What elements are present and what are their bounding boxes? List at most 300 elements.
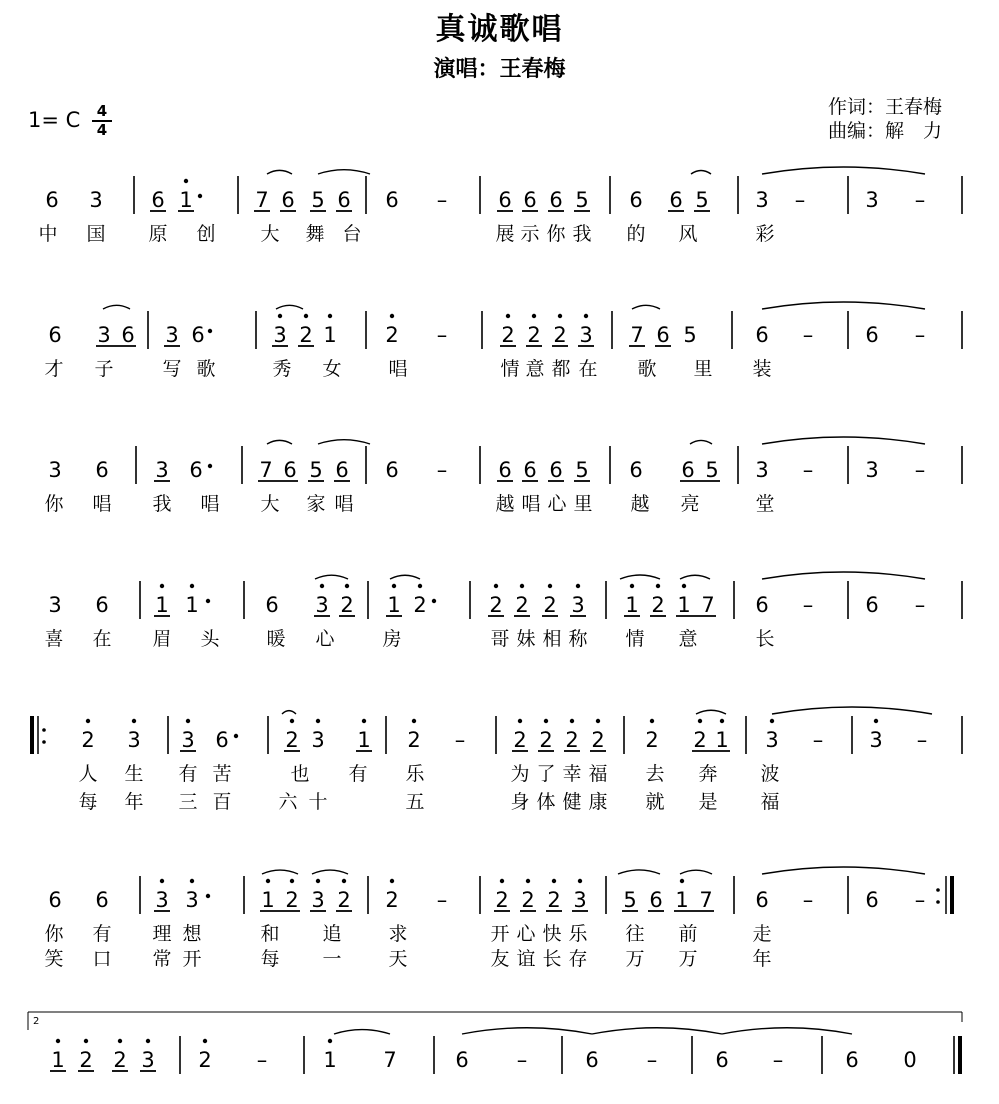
slur [267,170,292,174]
lyric-syllable: 有 [92,923,112,945]
lyric-syllable: 乐 [405,763,425,785]
lyric-syllable: 意 [525,358,545,380]
note: 2 [337,888,351,912]
octave-dot [500,879,504,883]
note: 6 [669,188,683,212]
slur [390,575,420,579]
note: – [256,1048,268,1072]
slur [772,707,932,714]
note: 6 [335,458,349,482]
lyric-syllable: 求 [388,923,408,945]
slur [282,711,296,714]
note: 2 [513,728,527,752]
note: 2 [693,728,707,752]
lyric-syllable: 唱 [200,493,220,515]
lyric-syllable: 子 [94,358,114,380]
lyric-syllable: 健 [562,791,582,813]
note: 7 [259,458,273,482]
note: 0 [903,1048,917,1072]
note: 6 [95,888,109,912]
lyric-syllable: 在 [92,628,112,650]
lyricist-credit: 作词：王春梅 [828,96,943,118]
octave-dot [56,1039,60,1043]
note: 6 [265,593,279,617]
lyric-syllable: 每 [78,791,98,813]
lyric-syllable: 越 [495,493,515,515]
note: 6 [121,323,135,347]
octave-dot [544,719,548,723]
lyric-syllable: 秀 [272,358,292,380]
lyric-syllable: 情 [500,358,520,380]
slur [620,575,660,579]
lyric-syllable: 眉 [152,628,172,650]
octave-dot [320,584,324,588]
slur [680,870,712,874]
slur [318,170,370,174]
lyric-syllable: 长 [542,948,562,970]
note: 6 [549,458,563,482]
note: 1 [185,593,199,617]
note: 3 [311,888,325,912]
lyric-syllable: 中 [38,223,58,245]
lyric-syllable: 苦 [212,763,232,785]
lyric-syllable: 生 [124,763,144,785]
note: 5 [705,458,719,482]
octave-dot [418,584,422,588]
lyric-syllable: 我 [572,223,592,245]
lyric-syllable: 幸 [562,763,582,785]
note: 6 [715,1048,729,1072]
note: 2 [285,728,299,752]
lyric-syllable: 的 [626,223,646,245]
lyric-syllable: 每 [260,948,280,970]
lyric-syllable: 有 [348,763,368,785]
note: 2 [113,1048,127,1072]
lyric-syllable: 才 [44,358,64,380]
augmentation-dot [206,894,210,898]
octave-dot [558,314,562,318]
lyric-syllable: 都 [551,358,571,380]
note: 2 [407,728,421,752]
note: – [916,728,928,752]
octave-dot [552,879,556,883]
lyric-syllable: 里 [573,493,593,515]
note: – [914,323,926,347]
note: 6 [455,1048,469,1072]
lyric-syllable: 福 [760,791,780,813]
lyric-syllable: 是 [698,791,718,813]
time-numerator: 4 [96,102,108,120]
octave-dot [190,879,194,883]
lyric-syllable: 舞 [305,223,325,245]
song-title: 真诚歌唱 [435,12,564,47]
slur [762,867,925,874]
lyric-syllable: 一 [322,948,342,970]
note: 7 [701,593,715,617]
note: – [794,188,806,212]
lyric-syllable: 在 [578,358,598,380]
note: – [914,188,926,212]
note: 3 [89,188,103,212]
note: 1 [677,593,691,617]
lyric-syllable: 为 [510,763,530,785]
octave-dot [720,719,724,723]
note: 2 [527,323,541,347]
note: 1 [155,593,169,617]
note: 6 [549,188,563,212]
octave-dot [118,1039,122,1043]
note: 6 [337,188,351,212]
note: 3 [273,323,287,347]
lyric-syllable: 装 [752,358,772,380]
lyric-syllable: 房 [382,628,402,650]
note: 6 [523,188,537,212]
note: – [802,323,814,347]
note: 2 [591,728,605,752]
octave-dot [304,314,308,318]
slur [312,870,348,874]
note: 6 [151,188,165,212]
lyric-syllable: 了 [536,763,556,785]
octave-dot [328,1039,332,1043]
note: 6 [681,458,695,482]
lyric-syllable: 心 [315,628,335,650]
lyric-syllable: 情 [625,628,645,650]
note: – [802,593,814,617]
note: 7 [383,1048,397,1072]
note: – [646,1048,658,1072]
note: 3 [865,188,879,212]
lyric-syllable: 展 [495,223,515,245]
note: 6 [755,593,769,617]
lyric-syllable: 国 [86,223,106,245]
octave-dot [680,879,684,883]
lyric-syllable: 原 [148,223,168,245]
lyric-syllable: 堂 [755,493,775,515]
note: 6 [48,323,62,347]
note: 6 [755,323,769,347]
lyric-syllable: 和 [260,923,280,945]
repeat-dot [936,900,940,904]
octave-dot [160,584,164,588]
note: 6 [95,458,109,482]
augmentation-dot [206,599,210,603]
octave-dot [184,179,188,183]
repeat-dot [42,728,46,732]
lyric-syllable: 奔 [698,763,718,785]
lyric-syllable: 唱 [334,493,354,515]
note: – [436,888,448,912]
octave-dot [345,584,349,588]
lyric-syllable: 唱 [521,493,541,515]
note: 1 [179,188,193,212]
octave-dot [290,719,294,723]
note: 3 [865,458,879,482]
lyric-syllable: 存 [568,948,588,970]
lyric-syllable: 台 [342,223,362,245]
lyric-syllable: 歌 [196,358,216,380]
octave-dot [596,719,600,723]
note: 6 [865,323,879,347]
lyric-syllable: 唱 [92,493,112,515]
note: 6 [281,188,295,212]
lyric-syllable: 康 [588,791,608,813]
lyric-syllable: 风 [678,223,698,245]
note: 2 [81,728,95,752]
lyric-syllable: 心 [516,923,536,945]
note: – [914,458,926,482]
note: – [454,728,466,752]
note: 6 [498,458,512,482]
note: – [436,188,448,212]
octave-dot [278,314,282,318]
slur [276,305,303,309]
lyric-syllable: 年 [124,791,144,813]
lyric-syllable: 大 [260,493,280,515]
note: 3 [155,458,169,482]
note: 2 [565,728,579,752]
repeat-dot [936,888,940,892]
slur [690,440,712,444]
lyric-syllable: 长 [755,628,775,650]
lyric-syllable: 人 [78,763,98,785]
note: 7 [699,888,713,912]
note: – [436,323,448,347]
lyric-syllable: 三 [178,791,198,813]
octave-dot [520,584,524,588]
note: 2 [501,323,515,347]
note: 3 [141,1048,155,1072]
note: 3 [48,458,62,482]
note: 6 [385,458,399,482]
lyric-syllable: 口 [92,948,112,970]
note: 6 [755,888,769,912]
note: 2 [385,323,399,347]
note: 6 [215,728,229,752]
lyric-syllable: 往 [625,923,645,945]
note: 1 [625,593,639,617]
note: 6 [95,593,109,617]
note: 3 [573,888,587,912]
note: 5 [575,188,589,212]
octave-dot [656,584,660,588]
octave-dot [190,584,194,588]
lyric-syllable: 开 [182,948,202,970]
lyric-syllable: 暖 [266,628,286,650]
note: 6 [649,888,663,912]
note: 6 [498,188,512,212]
note: 2 [285,888,299,912]
slur [696,710,726,714]
slur [315,575,348,579]
note: 2 [539,728,553,752]
slur [762,572,925,579]
note: 6 [629,188,643,212]
octave-dot [584,314,588,318]
octave-dot [650,719,654,723]
lyric-syllable: 五 [405,791,425,813]
lyric-syllable: 身 [510,791,530,813]
lyric-syllable: 你 [44,923,64,945]
lyric-syllable: 也 [290,763,310,785]
note: 2 [645,728,659,752]
lyric-syllable: 彩 [755,223,775,245]
lyric-syllable: 女 [322,358,342,380]
note: 6 [48,888,62,912]
note: 3 [185,888,199,912]
slur [762,302,925,309]
lyric-syllable: 就 [645,791,665,813]
octave-dot [518,719,522,723]
note: 3 [181,728,195,752]
note: 6 [189,458,203,482]
octave-dot [84,1039,88,1043]
lyric-syllable: 心 [547,493,567,515]
note: – [802,888,814,912]
slur [618,870,660,874]
lyric-syllable: 万 [678,948,698,970]
lyric-syllable: 走 [752,923,772,945]
octave-dot [290,879,294,883]
octave-dot [316,719,320,723]
lyric-syllable: 理 [152,923,172,945]
singer-credit: 演唱：王春梅 [433,57,566,82]
slur [762,167,925,174]
note: 6 [865,593,879,617]
note: 6 [45,188,59,212]
note: 5 [575,458,589,482]
composer-credit: 曲编：解 力 [828,120,943,142]
octave-dot [160,879,164,883]
augmentation-dot [198,194,202,198]
octave-dot [698,719,702,723]
note: – [812,728,824,752]
note: 2 [495,888,509,912]
lyric-syllable: 万 [625,948,645,970]
note: 2 [651,593,665,617]
note: 5 [309,458,323,482]
note: – [516,1048,528,1072]
lyric-syllable: 去 [645,763,665,785]
lyric-syllable: 家 [306,493,326,515]
note: 2 [521,888,535,912]
octave-dot [770,719,774,723]
note: 3 [755,458,769,482]
repeat-dot [42,740,46,744]
lyric-syllable: 越 [630,493,650,515]
slur [680,575,710,579]
octave-dot [132,719,136,723]
note: 2 [543,593,557,617]
lyric-syllable: 追 [322,923,342,945]
octave-dot [494,584,498,588]
lyric-syllable: 里 [693,358,713,380]
slur [762,437,925,444]
slur [592,1028,722,1034]
lyric-syllable: 常 [152,948,172,970]
slur [462,1028,592,1034]
lyric-syllable: 创 [196,223,216,245]
lyric-syllable: 歌 [637,358,657,380]
note: 2 [547,888,561,912]
note: 1 [261,888,275,912]
note: 5 [623,888,637,912]
octave-dot [412,719,416,723]
note: – [436,458,448,482]
slur [103,305,130,309]
lyric-syllable: 天 [388,948,408,970]
lyric-syllable: 想 [182,923,202,945]
octave-dot [570,719,574,723]
key-signature: 1= C [28,108,81,132]
octave-dot [392,584,396,588]
octave-dot [203,1039,207,1043]
lyric-syllable: 乐 [568,923,588,945]
note: 3 [315,593,329,617]
lyric-syllable: 我 [152,493,172,515]
note: 1 [323,323,337,347]
note: 2 [198,1048,212,1072]
octave-dot [328,314,332,318]
octave-dot [578,879,582,883]
octave-dot [342,879,346,883]
octave-dot [576,584,580,588]
lyric-syllable: 大 [260,223,280,245]
octave-dot [390,314,394,318]
note: 1 [51,1048,65,1072]
note: 2 [413,593,427,617]
octave-dot [390,879,394,883]
slur [267,440,292,444]
lyric-syllable: 哥 [490,628,510,650]
note: 3 [311,728,325,752]
note: 6 [385,188,399,212]
lyric-syllable: 百 [212,791,232,813]
octave-dot [874,719,878,723]
note: 3 [571,593,585,617]
lyric-syllable: 意 [678,628,698,650]
slur [334,1030,390,1034]
lyric-syllable: 唱 [388,358,408,380]
octave-dot [86,719,90,723]
note: 6 [523,458,537,482]
lyric-syllable: 相 [542,628,562,650]
octave-dot [266,879,270,883]
note: 1 [387,593,401,617]
octave-dot [362,719,366,723]
slur [318,440,370,444]
note: 2 [340,593,354,617]
note: 3 [755,188,769,212]
lyric-syllable: 快 [542,923,562,945]
note: 5 [683,323,697,347]
augmentation-dot [234,734,238,738]
note: – [914,593,926,617]
octave-dot [316,879,320,883]
slur [262,870,298,874]
note: 1 [357,728,371,752]
note: 6 [629,458,643,482]
lyric-syllable: 亮 [680,493,700,515]
note: 3 [48,593,62,617]
lyric-syllable: 头 [200,628,220,650]
lyric-syllable: 福 [588,763,608,785]
slur [722,1028,852,1034]
lyric-syllable: 前 [678,923,698,945]
time-denominator: 4 [96,120,108,139]
augmentation-dot [432,599,436,603]
note: 3 [579,323,593,347]
